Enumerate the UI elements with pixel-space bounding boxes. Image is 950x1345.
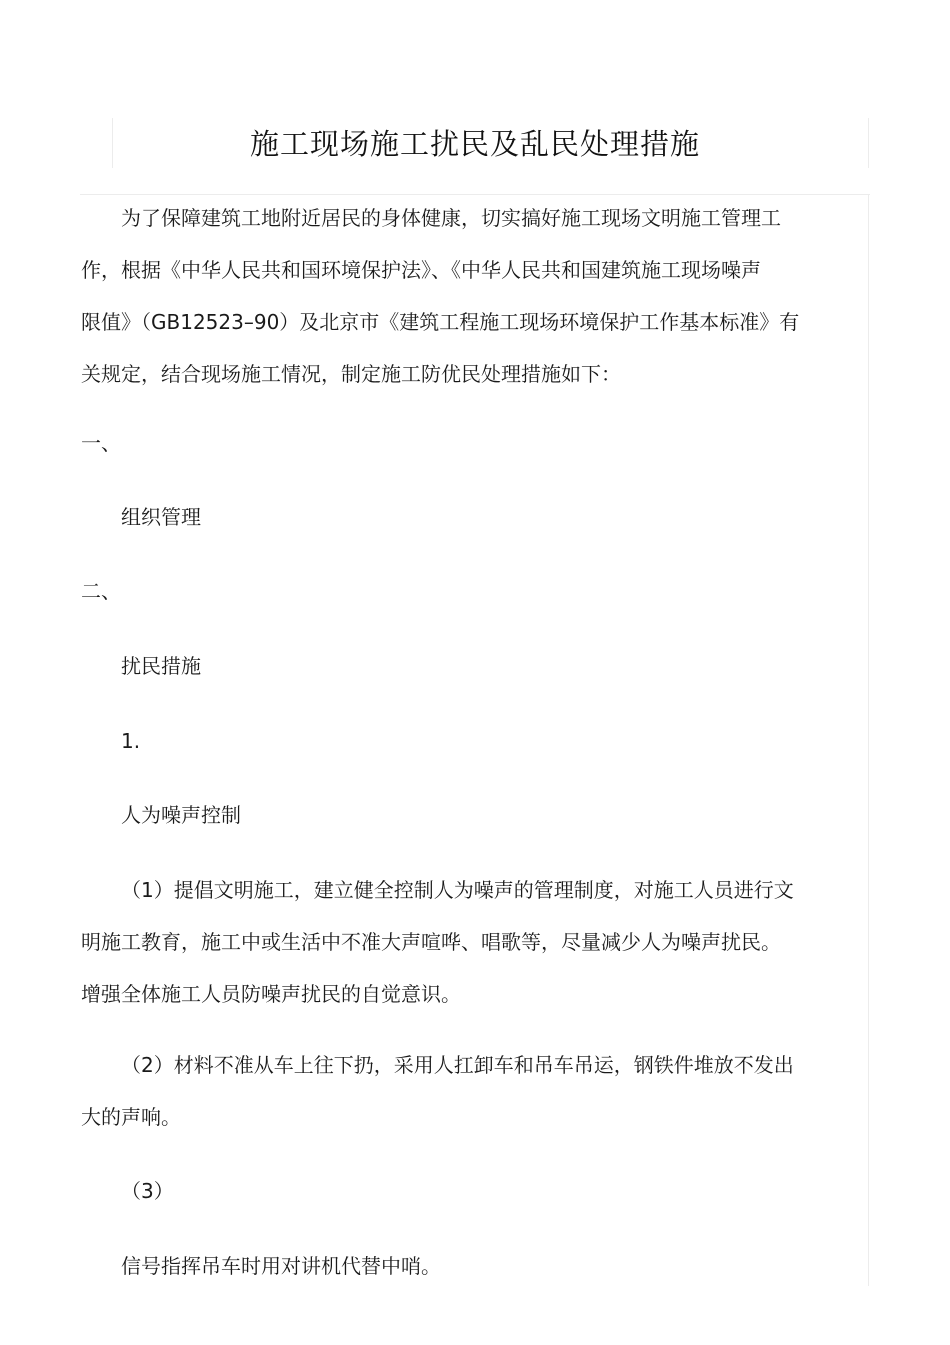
point-3-text: 信号指挥吊车时用对讲机代替中哨。 (121, 1254, 441, 1278)
item-1-number: 1. (121, 729, 141, 753)
intro-paragraph (81, 192, 841, 400)
body-cell-right-border (868, 194, 869, 1286)
section-2-heading: 扰民措施 (121, 654, 201, 678)
section-1-heading: 组织管理 (121, 505, 201, 529)
point-1-line: （1）提倡文明施工，建立健全控制人为噪声的管理制度，对施工人员进行文 (121, 878, 794, 902)
document-title: 施工现场施工扰民及乱民处理措施 (249, 127, 700, 161)
point-3-number: （3） (121, 1179, 174, 1203)
intro-line: 为了保障建筑工地附近居民的身体健康，切实搞好施工现场文明施工管理工 (121, 206, 781, 230)
point-1-paragraph (81, 864, 841, 1020)
section-1-number: 一、 (81, 431, 121, 455)
section-2-number: 二、 (81, 579, 121, 603)
point-2-line: 大的声响。 (81, 1105, 181, 1129)
intro-line: 限值》（GB12523–90）及北京市《建筑工程施工现场环境保护工作基本标准》有 (81, 310, 800, 334)
intro-line: 关规定，结合现场施工情况，制定施工防优民处理措施如下： (81, 362, 621, 386)
intro-line: 作，根据《中华人民共和国环境保护法》、《中华人民共和国建筑施工现场噪声 (81, 258, 761, 282)
item-1-heading: 人为噪声控制 (121, 803, 241, 827)
point-2-line: （2）材料不准从车上往下扔，采用人扛卸车和吊车吊运，钢铁件堆放不发出 (121, 1053, 794, 1077)
point-1-line: 明施工教育，施工中或生活中不准大声喧哗、唱歌等，尽量减少人为噪声扰民。 (81, 930, 781, 954)
point-1-line: 增强全体施工人员防噪声扰民的自觉意识。 (81, 982, 461, 1006)
point-2-paragraph (81, 1039, 841, 1143)
